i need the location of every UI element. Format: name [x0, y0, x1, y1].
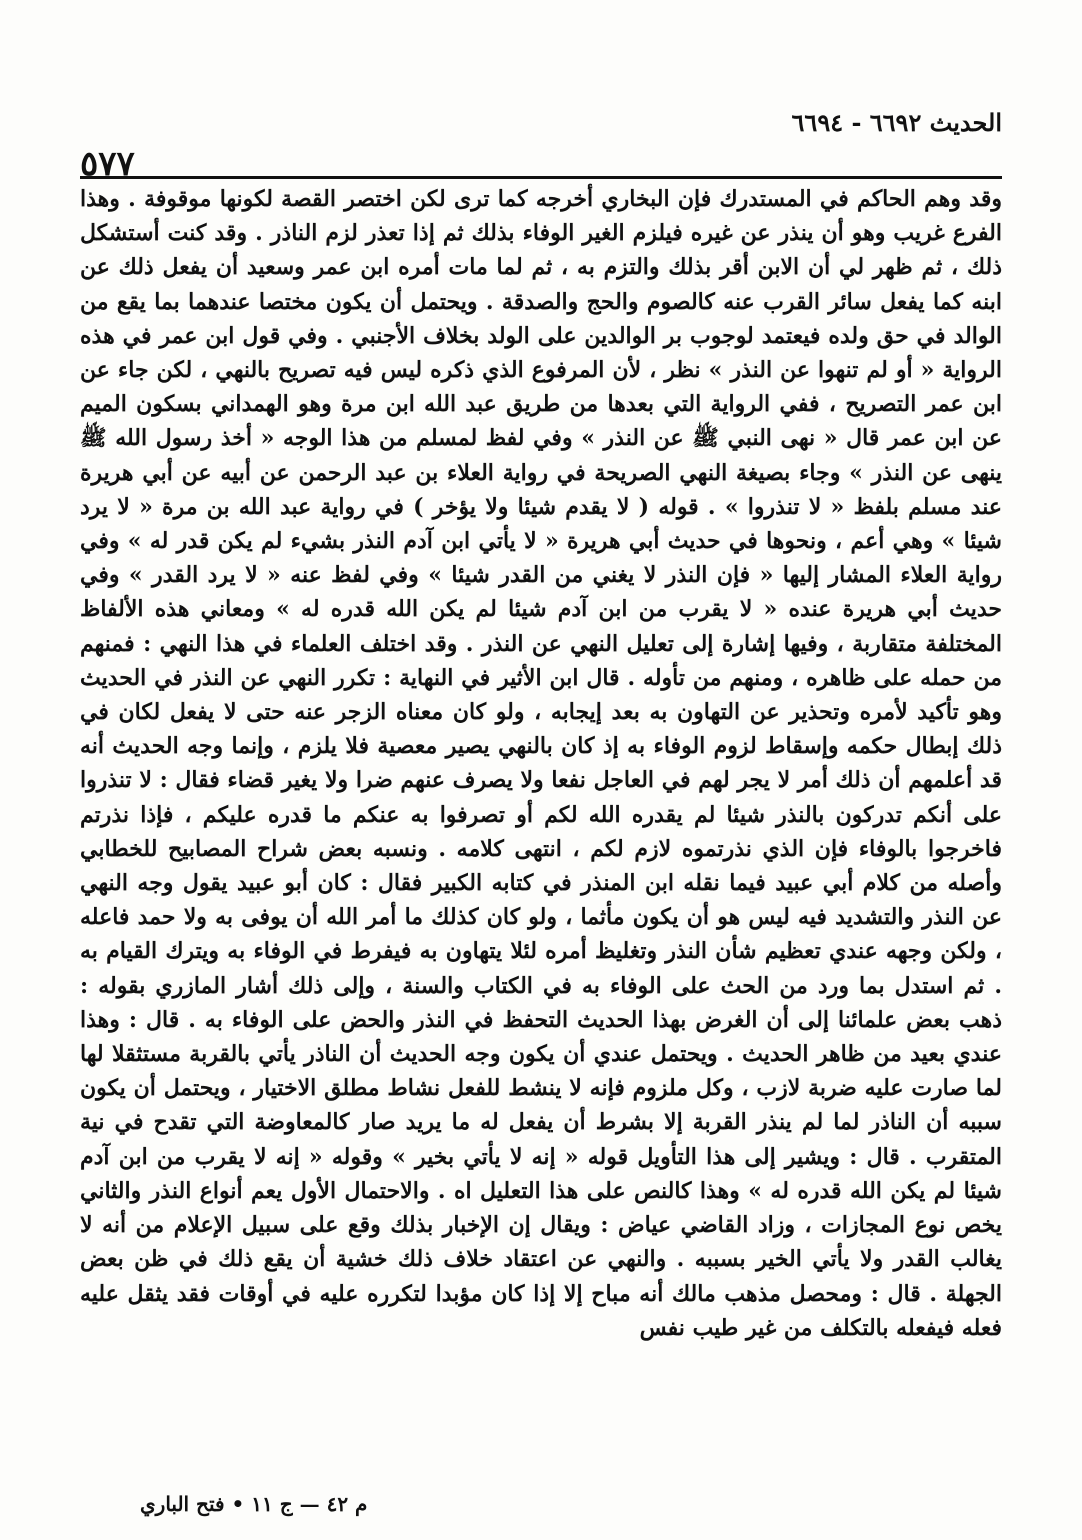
body-paragraph: وقد وهم الحاكم في المستدرك فإن البخاري أخرجه كما ترى لكن اختصر القصة لكونها موقوفة . وهذا الفرع غريب وهو أن ينذر عن غيره فيلزم الغير الوفاء بذلك ثم إذا تعذر لزم الناذر . وقد كنت أستشكل ذلك ، ثم ظهر لي أن الابن أقر بذلك والتزم به ، ثم لما مات أمره ابن عمر وسعيد أن يفعل ذلك عن ابنه كما يفعل سائر القرب عنه كالصوم والحج والصدقة . ويحتمل أن يكون مختصا عندهما بما يقع من الوالد في حق ولده فيعتمد لوجوب بر الوالدين على الولد بخلاف الأجنبي . وفي قول ابن عمر في هذه الرواية « أو لم تنهوا عن النذر » نظر ، لأن المرفوع الذي ذكره ليس فيه تصريح بالنهي ، لكن جاء عن ابن عمر التصريح ، ففي الرواية التي بعدها من طريق عبد الله ابن مرة وهو الهمداني بسكون الميم عن ابن عمر قال « نهى النبي ﷺ عن النذر » وفي لفظ لمسلم من هذا الوجه « أخذ رسول الله ﷺ ينهى عن النذر » وجاء بصيغة النهي الصريحة في رواية العلاء بن عبد الرحمن عن أبيه عن أبي هريرة عند مسلم بلفظ « لا تنذروا » . قوله ( لا يقدم شيئا ولا يؤخر ) في رواية عبد الله بن مرة « لا يرد شيئا » وهي أعم ، ونحوها في حديث أبي هريرة « لا يأتي ابن آدم النذر بشيء لم يكن قدر له » وفي رواية العلاء المشار إليها « فإن النذر لا يغني من القدر شيئا » وفي لفظ عنه « لا يرد القدر » وفي حديث أبي هريرة عنده « لا يقرب من ابن آدم شيئا لم يكن الله قدره له » ومعاني هذه الألفاظ المختلفة متقاربة ، وفيها إشارة إلى تعليل النهي عن النذر . وقد اختلف العلماء في هذا النهي : فمنهم من حمله على ظاهره ، ومنهم من تأوله . قال ابن الأثير في النهاية : تكرر النهي عن النذر في الحديث وهو تأكيد لأمره وتحذير عن التهاون به بعد إيجابه ، ولو كان معناه الزجر عنه حتى لا يفعل لكان في ذلك إبطال حكمه وإسقاط لزوم الوفاء به إذ كان بالنهي يصير معصية فلا يلزم ، وإنما وجه الحديث أنه قد أعلمهم أن ذلك أمر لا يجر لهم في العاجل نفعا ولا يصرف عنهم ضرا ولا يغير قضاء فقال : لا تنذروا على أنكم تدركون بالنذر شيئا لم يقدره الله لكم أو تصرفوا به عنكم ما قدره عليكم ، فإذا نذرتم فاخرجوا بالوفاء فإن الذي نذرتموه لازم لكم ، انتهى كلامه . ونسبه بعض شراح المصابيح للخطابي وأصله من كلام أبي عبيد فيما نقله ابن المنذر في كتابه الكبير فقال : كان أبو عبيد يقول وجه النهي عن النذر والتشديد فيه ليس هو أن يكون مأثما ، ولو كان كذلك ما أمر الله أن يوفى به ولا حمد فاعله ، ولكن وجهه عندي تعظيم شأن النذر وتغليظ أمره لئلا يتهاون به فيفرط في الوفاء به ويترك القيام به . ثم استدل بما ورد من الحث على الوفاء به في الكتاب والسنة ، وإلى ذلك أشار المازري بقوله : ذهب بعض علمائنا إلى أن الغرض بهذا الحديث التحفظ في النذر والحض على الوفاء به . قال : وهذا عندي بعيد من ظاهر الحديث . ويحتمل عندي أن يكون وجه الحديث أن الناذر يأتي بالقربة مستثقلا لها لما صارت عليه ضربة لازب ، وكل ملزوم فإنه لا ينشط للفعل نشاط مطلق الاختيار ، ويحتمل أن يكون سببه أن الناذر لما لم ينذر القربة إلا بشرط أن يفعل له ما يريد صار كالمعاوضة التي تقدح في نية المتقرب . قال : ويشير إلى هذا التأويل قوله « إنه لا يأتي بخير » وقوله « إنه لا يقرب من ابن آدم شيئا لم يكن الله قدره له » وهذا كالنص على هذا التعليل اه . والاحتمال الأول يعم أنواع النذر والثاني يخص نوع المجازات ، وزاد القاضي عياض : ويقال إن الإخبار بذلك وقع على سبيل الإعلام من أنه لا يغالب القدر ولا يأتي الخير بسببه . والنهي عن اعتقاد خلاف ذلك خشية أن يقع ذلك في ظن بعض الجهلة . قال : ومحصل مذهب مالك أنه مباح إلا إذا كان مؤبدا لتكرره عليه في أوقات فقد يثقل عليه فعله فيفعله بالتكلف من غير طيب نفس: [80, 186, 1002, 1341]
running-title: الحديث ٦٦٩٢ - ٦٦٩٤: [791, 108, 1002, 137]
header-rule: [80, 176, 1002, 179]
page-header: [80, 108, 1002, 184]
page-footer: [80, 1492, 1002, 1532]
footer-signature: م ٤٢ — ج ١١ • فتح الباري: [140, 1492, 368, 1516]
body-text: [80, 182, 1002, 1472]
page-number: ٥٧٧: [80, 144, 135, 184]
